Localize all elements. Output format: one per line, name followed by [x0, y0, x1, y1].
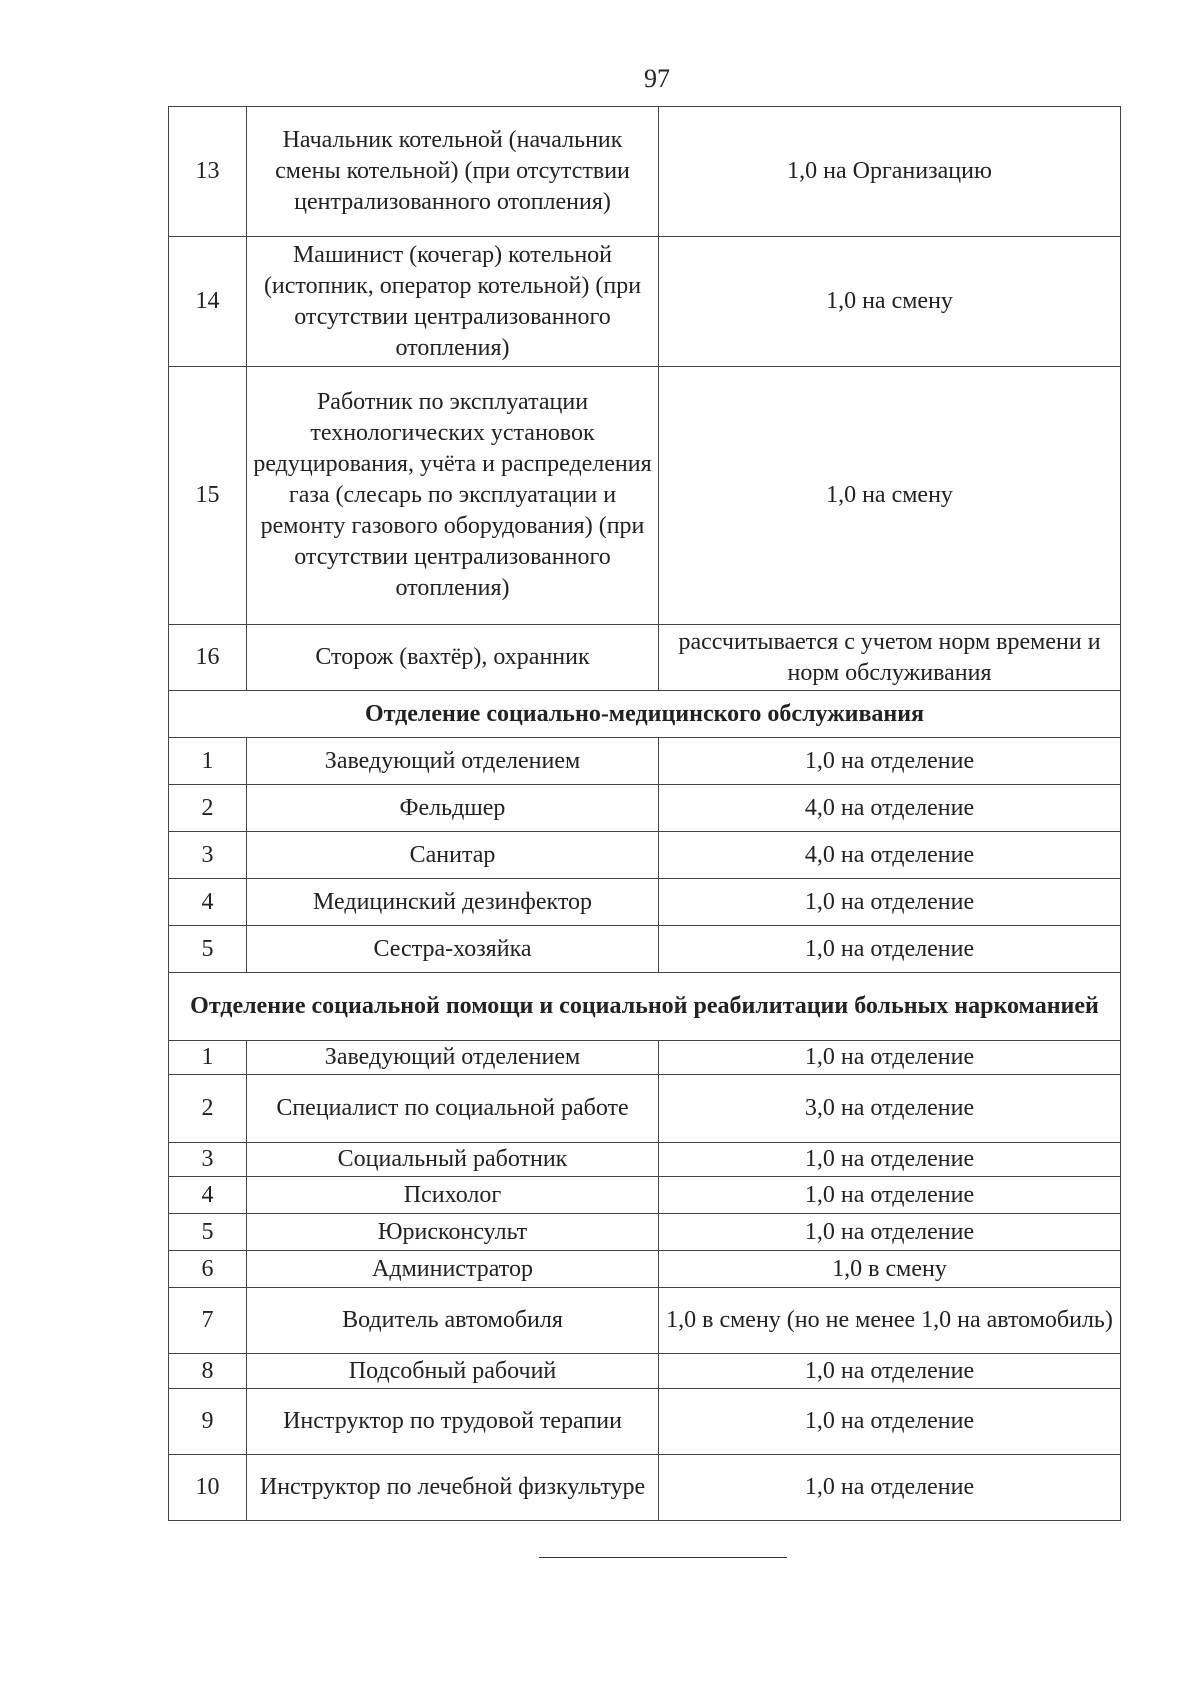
row-number: 2 — [169, 1075, 247, 1143]
staffing-norm: 1,0 на отделение — [659, 1354, 1121, 1389]
staffing-norm: 1,0 на Организацию — [659, 107, 1121, 237]
row-number: 3 — [169, 1143, 247, 1177]
row-number: 5 — [169, 1214, 247, 1251]
position-title: Медицинский дезинфектор — [247, 879, 659, 926]
table-row — [169, 237, 1121, 367]
staffing-norm: 4,0 на отделение — [659, 785, 1121, 832]
row-number: 7 — [169, 1288, 247, 1354]
position-title: Сторож (вахтёр), охранник — [247, 625, 659, 691]
table-row — [169, 1251, 1121, 1288]
staffing-norm: 1,0 в смену (но не менее 1,0 на автомобиль) — [659, 1288, 1121, 1354]
table-row — [169, 1455, 1121, 1521]
staffing-norm: 1,0 на отделение — [659, 1177, 1121, 1214]
position-title: Юрисконсульт — [247, 1214, 659, 1251]
row-number: 16 — [169, 625, 247, 691]
staffing-norm: 1,0 на смену — [659, 237, 1121, 367]
staffing-table — [168, 106, 1121, 1521]
table-row — [169, 1177, 1121, 1214]
row-number: 6 — [169, 1251, 247, 1288]
staffing-norm: 1,0 на отделение — [659, 1041, 1121, 1075]
staffing-norm: 1,0 на отделение — [659, 879, 1121, 926]
row-number: 5 — [169, 926, 247, 973]
footer-rule — [539, 1557, 787, 1558]
position-title: Инструктор по трудовой терапии — [247, 1389, 659, 1455]
section-header-row — [169, 691, 1121, 738]
section-title: Отделение социально-медицинского обслуживания — [169, 691, 1121, 738]
staffing-norm: 1,0 на отделение — [659, 738, 1121, 785]
row-number: 1 — [169, 738, 247, 785]
staffing-norm: 1,0 на отделение — [659, 1389, 1121, 1455]
page-number: 97 — [644, 64, 670, 93]
position-title: Специалист по социальной работе — [247, 1075, 659, 1143]
row-number: 1 — [169, 1041, 247, 1075]
position-title: Санитар — [247, 832, 659, 879]
section-header-row — [169, 973, 1121, 1041]
position-title: Социальный работник — [247, 1143, 659, 1177]
row-number: 15 — [169, 367, 247, 625]
table-row — [169, 785, 1121, 832]
row-number: 3 — [169, 832, 247, 879]
position-title: Администратор — [247, 1251, 659, 1288]
table-row — [169, 107, 1121, 237]
row-number: 14 — [169, 237, 247, 367]
position-title: Работник по эксплуатации технологических установок редуцирования, учёта и распределения газа (слесарь по эксплуатации и ремонту газового оборудования) (при отсутствии централизованного отопления) — [247, 367, 659, 625]
position-title: Инструктор по лечебной физкультуре — [247, 1455, 659, 1521]
table-row — [169, 879, 1121, 926]
staffing-norm: рассчитывается с учетом норм времени и норм обслуживания — [659, 625, 1121, 691]
staffing-norm: 4,0 на отделение — [659, 832, 1121, 879]
staffing-norm: 1,0 на отделение — [659, 1214, 1121, 1251]
table-row — [169, 1214, 1121, 1251]
table-row — [169, 1143, 1121, 1177]
row-number: 9 — [169, 1389, 247, 1455]
table-row — [169, 1354, 1121, 1389]
position-title: Фельдшер — [247, 785, 659, 832]
row-number: 4 — [169, 879, 247, 926]
section-title: Отделение социальной помощи и социальной реабилитации больных наркоманией — [169, 973, 1121, 1041]
position-title: Водитель автомобиля — [247, 1288, 659, 1354]
position-title: Психолог — [247, 1177, 659, 1214]
row-number: 2 — [169, 785, 247, 832]
table-row — [169, 1041, 1121, 1075]
table-row — [169, 625, 1121, 691]
table-row — [169, 738, 1121, 785]
table-row — [169, 1389, 1121, 1455]
row-number: 10 — [169, 1455, 247, 1521]
position-title: Сестра-хозяйка — [247, 926, 659, 973]
position-title: Заведующий отделением — [247, 738, 659, 785]
staffing-norm: 3,0 на отделение — [659, 1075, 1121, 1143]
staffing-norm: 1,0 на смену — [659, 367, 1121, 625]
staffing-norm: 1,0 на отделение — [659, 926, 1121, 973]
row-number: 8 — [169, 1354, 247, 1389]
staffing-norm: 1,0 на отделение — [659, 1455, 1121, 1521]
row-number: 4 — [169, 1177, 247, 1214]
position-title: Начальник котельной (начальник смены котельной) (при отсутствии централизованного отопления) — [247, 107, 659, 237]
table-row — [169, 926, 1121, 973]
staffing-norm: 1,0 в смену — [659, 1251, 1121, 1288]
staffing-norm: 1,0 на отделение — [659, 1143, 1121, 1177]
table-row — [169, 1288, 1121, 1354]
row-number: 13 — [169, 107, 247, 237]
table-row — [169, 1075, 1121, 1143]
position-title: Заведующий отделением — [247, 1041, 659, 1075]
position-title: Машинист (кочегар) котельной (истопник, оператор котельной) (при отсутствии централизованного отопления) — [247, 237, 659, 367]
table-row — [169, 367, 1121, 625]
position-title: Подсобный рабочий — [247, 1354, 659, 1389]
table-row — [169, 832, 1121, 879]
